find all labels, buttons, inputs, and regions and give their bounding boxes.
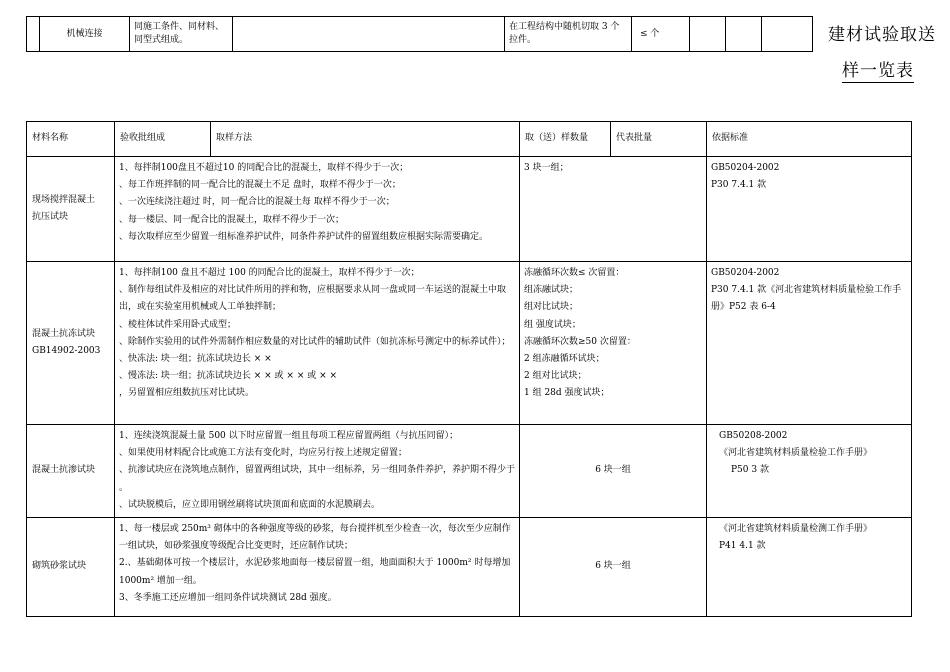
- header-batch: 验收批组成: [115, 122, 211, 157]
- header-material: 材料名称: [27, 122, 115, 157]
- sampling-table: [26, 121, 912, 617]
- row1-standard: GB50204-2002 P30 7.4.1 款: [707, 157, 912, 262]
- row3-method: 1、连续浇筑混凝土量 500 以下时应留置一组且每项工程应留置两组（与抗压同留）； 、如果使用材料配合比或施工方法有变化时，均应另行按上述规定留置； 、抗渗试块应在浇筑地点制作，留置两组试块，其中一组标养，另一组同条件养护，养护期不得少于 。 、试块脱模后，应立即用钢丝刷将试块顶面和底面的水泥膜刷去。: [115, 425, 520, 518]
- table-row: [27, 518, 912, 617]
- row2-standard: GB50204-2002 P30 7.4.1 款《河北省建筑材料质量检验工作手册》P52 表 6-4: [707, 262, 912, 425]
- row4-name: 砌筑砂浆试块: [27, 518, 115, 617]
- top-row-sampling: 在工程结构中随机切取 3 个拉件。: [505, 17, 632, 52]
- top-row-qty: ≤ 个: [632, 17, 690, 52]
- table-header-row: [27, 122, 912, 157]
- row1-method: 1、每拌制100盘且不超过10 的同配合比的混凝土，取样不得少于一次； 、每工作班拌制的同一配合比的混凝土不足 盘时，取样不得少于一次； 、一次连续浇注超过 时，同一配合比的混凝土每 取样不得少于一次； 、每一楼层、同一配合比的混凝土，取样不得少于一次； 、每次取样应至少留置一组标准养护试件，同条件养护试件的留置组数应根据实际需要确定。: [115, 157, 520, 262]
- top-row-method: [233, 17, 505, 52]
- top-row-empty-1: [690, 17, 726, 52]
- header-rep-batch: 代表批量: [611, 122, 707, 157]
- row3-standard: GB50208-2002 《河北省建筑材料质量检验工作手册》 P50 3 款: [707, 425, 912, 518]
- row1-name: 现场搅拌混凝土 抗压试块: [27, 157, 115, 262]
- row4-standard: 《河北省建筑材料质量检测工作手册》 P41 4.1 款: [707, 518, 912, 617]
- top-partial-table: [26, 16, 813, 52]
- top-row-name: 机械连接: [40, 17, 130, 52]
- header-method: 取样方法: [211, 122, 520, 157]
- table-row: [27, 425, 912, 518]
- row3-qty: 6 块一组: [520, 425, 707, 518]
- header-qty: 取（送）样数量: [520, 122, 611, 157]
- header-standard: 依据标准: [707, 122, 912, 157]
- page-title-line1: 建材试验取送: [828, 25, 936, 45]
- page-title-line2: 样一览表: [842, 56, 914, 83]
- row2-name: 混凝土抗冻试块 GB14902-2003: [27, 262, 115, 425]
- row4-qty: 6 块一组: [520, 518, 707, 617]
- row3-name: 混凝土抗渗试块: [27, 425, 115, 518]
- row2-qty: 冻融循环次数≤ 次留置： 组冻融试块； 组对比试块； 组 强度试块； 冻融循环次数≥50 次留置： 2 组冻融循环试块； 2 组对比试块； 1 组 28d 强度试块；: [520, 262, 707, 425]
- top-row: [27, 17, 813, 52]
- row1-qty: 3 块一组；: [520, 157, 707, 262]
- row4-method: 1、每一楼层或 250m³ 砌体中的各种强度等级的砂浆，每台搅拌机至少检查一次，每次至少应制作一组试块，如砂浆强度等级配合比变更时，还应制作试块； 2.、基础砌体可按一个楼层计，水泥砂浆地面每一楼层留置一组，地面面积大于 1000m² 时每增加 1000m² 增加一组。 3、冬季施工还应增加一组同条件试块测试 28d 强度。: [115, 518, 520, 617]
- table-row: [27, 157, 912, 262]
- top-row-batch: 同施工条件、同材料、同型式组成。: [130, 17, 233, 52]
- top-row-empty-3: [762, 17, 813, 52]
- row2-method: 1、每拌制100 盘且不超过 100 的同配合比的混凝土，取样不得少于一次； 、制作每组试件及相应的对比试件所用的拌和物，应根据要求从同一盘或同一车运送的混凝土中取出，或在实验室用机械或人工单独拌制； 、棱柱体试件采用卧式成型； 、除制作实验用的试件外需制作相应数量的对比试件的辅助试件（如抗冻标号测定中的标养试件）； 、快冻法: 块一组；抗冻试块边长 × × 、慢冻法: 块一组；抗冻试块边长 × × 或 × × 或 × × ，另留置相应组数抗压对比试块。: [115, 262, 520, 425]
- top-row-blank: [27, 17, 40, 52]
- top-row-empty-2: [726, 17, 762, 52]
- table-row: [27, 262, 912, 425]
